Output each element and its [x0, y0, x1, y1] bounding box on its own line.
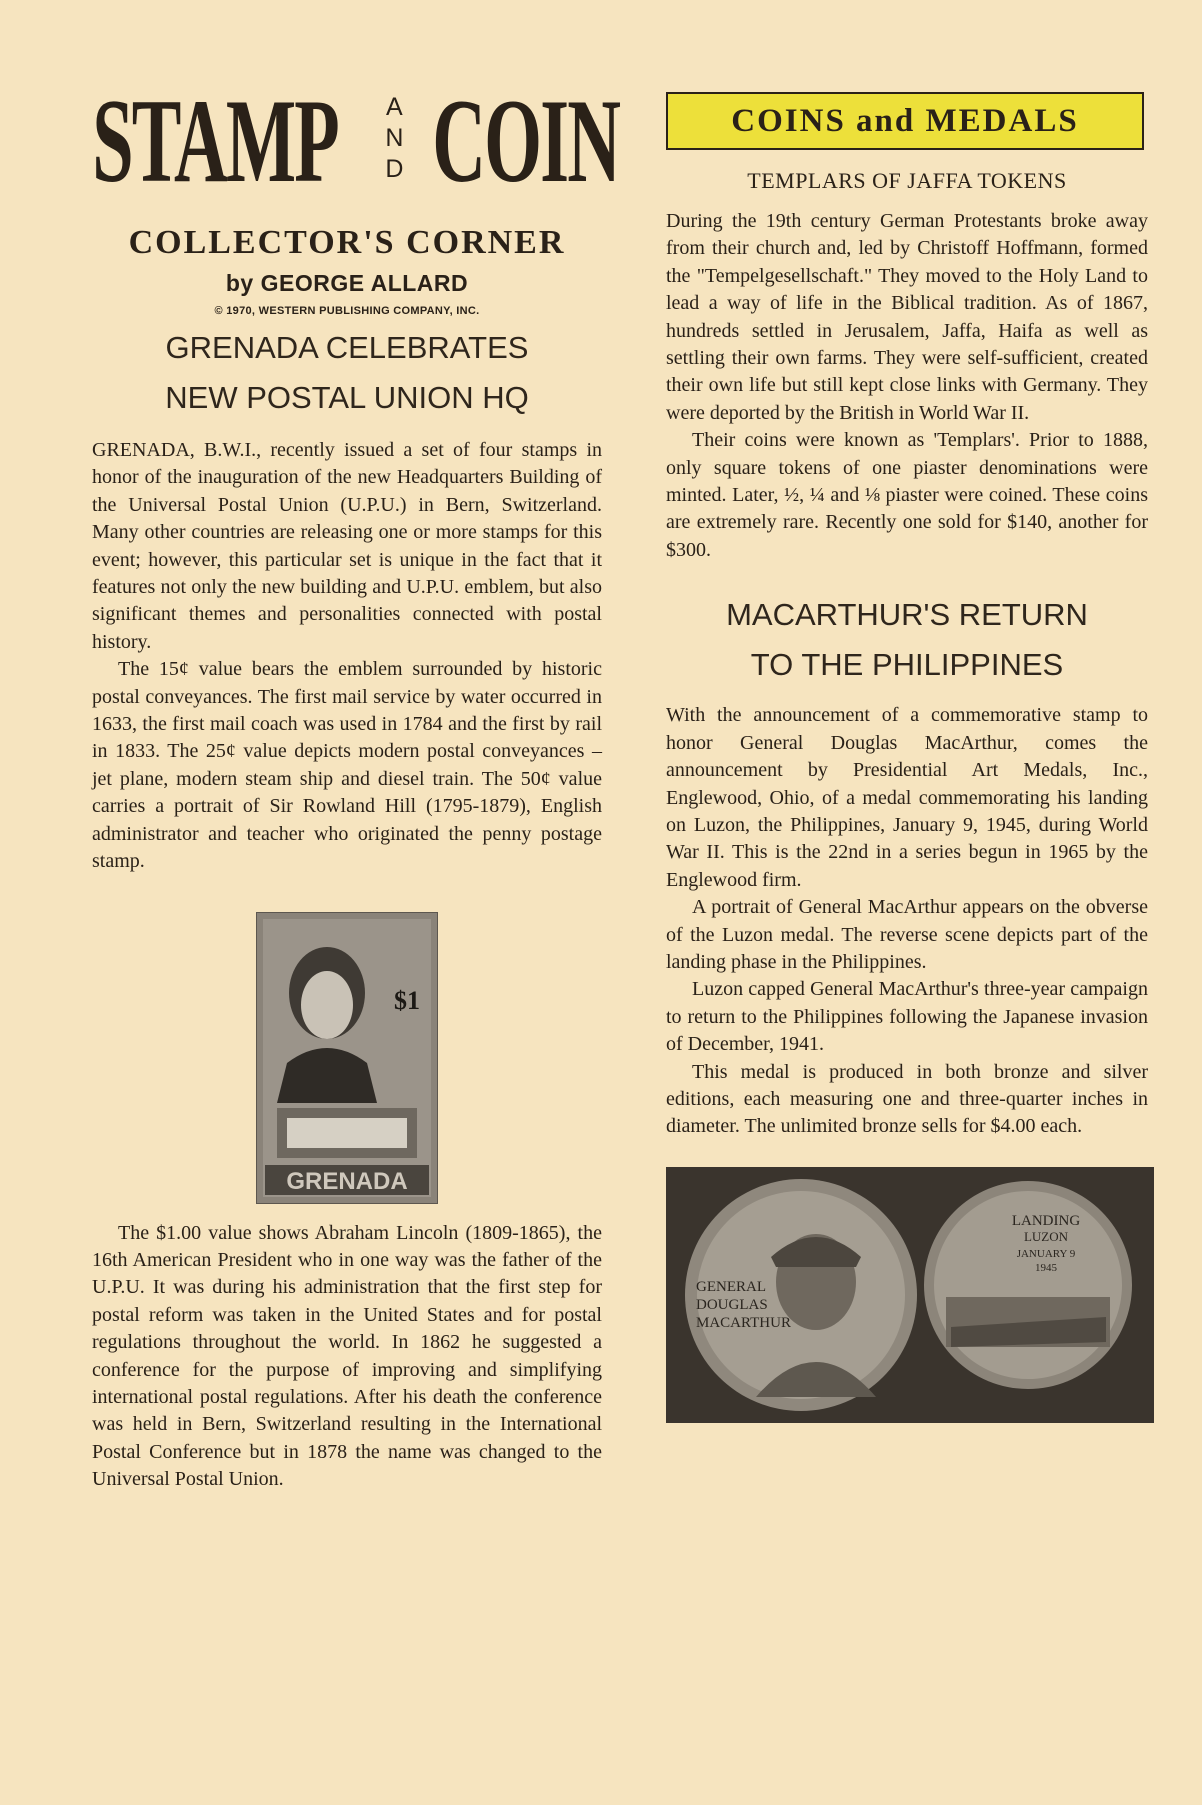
- medal-reverse-text-4: 1945: [1035, 1261, 1057, 1274]
- macarthur-headline-line2: TO THE PHILIPPINES: [750, 647, 1064, 683]
- grenada-paragraph-2: The 15¢ value bears the emblem surrounded by historic postal conveyances. The first mail service by water occurred in 1633, the first mail coach was used in 1784 and the first by rail in 1833. The 25¢ value depicts modern postal conveyances – jet plane, modern steam ship and diesel train. The 50¢ value carries a portrait of Sir Rowland Hill (1795-1879), English administrator and teacher who originated the penny postage stamp.: [92, 658, 602, 873]
- templars-paragraph-2: Their coins were known as 'Templars'. Prior to 1888, only square tokens of one piaster denominations were minted. Later, ½, ¼ and ⅛ piaster were coined. These coins are extremely rare. Recently one sold for $140, another for $300.: [666, 429, 1148, 561]
- lincoln-stamp-image: [256, 912, 438, 1204]
- medal-reverse-text-1: LANDING: [1011, 1212, 1081, 1229]
- templars-paragraph-1: During the 19th century German Protestants broke away from their church and, led by Christoff Hoffmann, formed the "Tempelgesellschaft." They moved to the Holy Land to lead a way of life in the Biblical tradition. As of 1867, hundreds settled in Jerusalem, Jaffa, Haifa as well as settling their own farms. They were self-sufficient, created their own life but still kept close links with Germany. They were deported by the British in World War II.: [666, 210, 1148, 424]
- grenada-headline: [92, 323, 602, 423]
- left-column: [92, 74, 620, 1494]
- masthead-letter-d: D: [385, 155, 404, 183]
- medal-obverse-text-3: MACARTHUR: [696, 1314, 791, 1331]
- right-column: [666, 92, 1148, 1423]
- masthead-word-stamp: STAMP: [92, 74, 339, 207]
- medal-obverse-text-2: DOUGLAS: [696, 1296, 768, 1313]
- macarthur-paragraph-1: With the announcement of a commemorative stamp to honor General Douglas MacArthur, comes the announcement by Presidential Art Medals, Inc., Englewood, Ohio, of a medal commemorating his landing on Luzon, the Philippines, January 9, 1945, during World War II. This is the 22nd in a series begun in 1965 by the Englewood firm.: [666, 704, 1148, 891]
- medal-reverse-text-3: JANUARY 9: [1016, 1247, 1076, 1260]
- byline: by GEORGE ALLARD: [225, 270, 469, 296]
- macarthur-medal-illustration: [666, 1167, 1154, 1423]
- column-subtitle: COLLECTOR'S CORNER: [128, 224, 566, 261]
- macarthur-paragraph-4: This medal is produced in both bronze and silver editions, each measuring one and three-quarter inches in diameter. The unlimited bronze sells for $4.00 each.: [666, 1060, 1148, 1138]
- grenada-paragraph-1: GRENADA, B.W.I., recently issued a set of four stamps in honor of the inauguration of the new Headquarters Building of the Universal Postal Union (U.P.U.) in Bern, Switzerland. Many other countries are releasing one or more stamps for this event; however, this particular set is unique in the fact that it features not only the new building and U.P.U. emblem, but also significant themes and personalities connected with postal history.: [92, 439, 602, 653]
- masthead-and-stack: [385, 80, 403, 185]
- medal-reverse-text-2: LUZON: [1023, 1228, 1069, 1244]
- macarthur-paragraph-2: A portrait of General MacArthur appears on the obverse of the Luzon medal. The reverse scene depicts part of the landing phase in the Philippines.: [666, 896, 1148, 973]
- copyright-notice: © 1970, WESTERN PUBLISHING COMPANY, INC.: [214, 305, 480, 317]
- coins-and-medals-banner: COINS and MEDALS: [666, 92, 1144, 150]
- grenada-paragraph-3: The $1.00 value shows Abraham Lincoln (1809-1865), the 16th American President who in one way was the father of the U.P.U. It was during his administration that the first step for postal reform was taken in the United States and for postal regulations throughout the world. In 1862 he suggested a conference for the purpose of improving and simplifying international postal regulations. After his death the conference was held in Bern, Switzerland resulting in the International Postal Conference but in 1878 the name was changed to the Universal Postal Union.: [92, 1221, 602, 1491]
- stamp-country-label: GRENADA: [286, 1167, 408, 1195]
- macarthur-paragraph-3: Luzon capped General MacArthur's three-year campaign to return to the Philippines following the Japanese invasion of December, 1941.: [666, 978, 1148, 1056]
- grenada-headline-line1: GRENADA CELEBRATES: [165, 330, 529, 365]
- masthead-word-coin: COIN: [432, 74, 620, 207]
- masthead-letter-a: A: [386, 93, 403, 121]
- masthead: [92, 74, 620, 230]
- templars-title: TEMPLARS OF JAFFA TOKENS: [747, 168, 1067, 193]
- macarthur-headline: [666, 590, 1148, 690]
- macarthur-headline-line1: MACARTHUR'S RETURN: [726, 597, 1088, 633]
- grenada-headline-line2: NEW POSTAL UNION HQ: [165, 380, 529, 415]
- stamp-value-label: $1: [394, 985, 420, 1015]
- masthead-letter-n: N: [385, 124, 404, 152]
- lincoln-stamp-illustration: [257, 913, 437, 1203]
- medal-obverse-text-1: GENERAL: [696, 1278, 766, 1295]
- macarthur-medal-image: [666, 1167, 1154, 1423]
